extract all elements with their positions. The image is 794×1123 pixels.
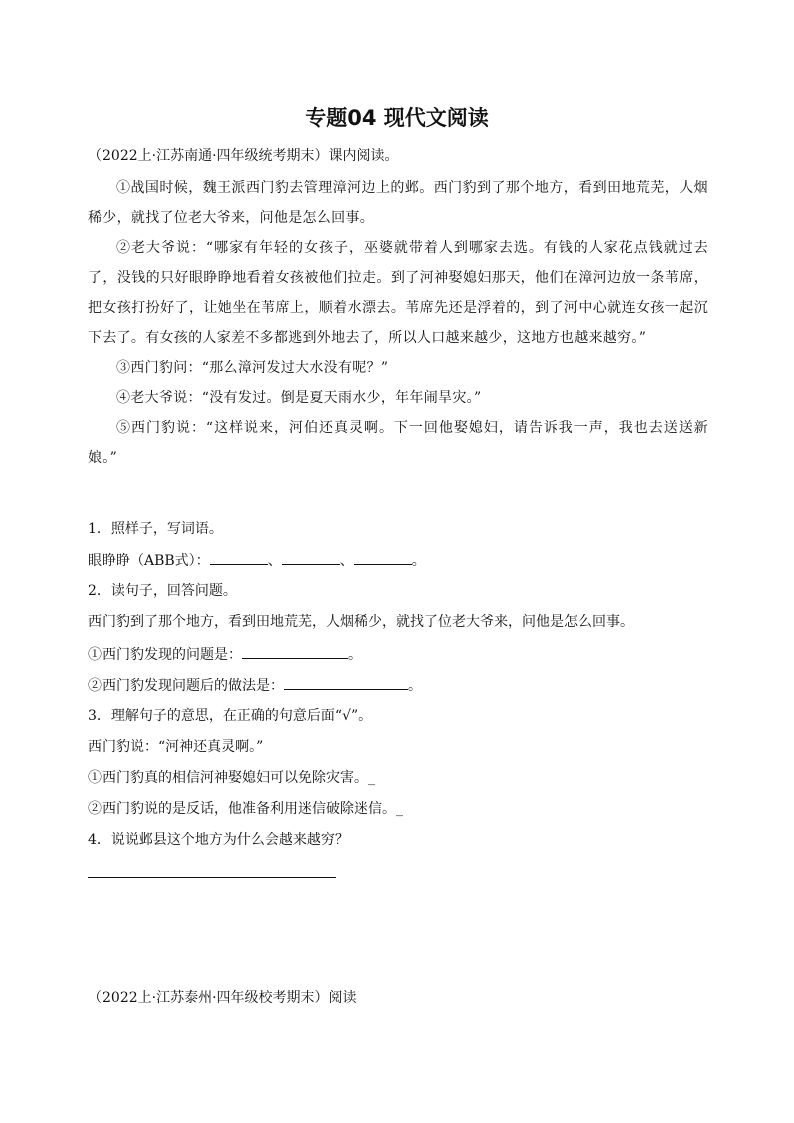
question-3-option-1: ①西门豹真的相信河神娶媳妇可以免除灾害。_	[88, 770, 375, 786]
passage-paragraph-1: ①战国时候，魏王派西门豹去管理漳河边上的邺。西门豹到了那个地方，看到田地荒芜，人烟稀少，就找了位老大爷来，问他是怎么回事。	[88, 180, 708, 226]
passage-paragraph-3: ③西门豹问：“那么漳河发过大水没有呢？”	[116, 360, 389, 376]
question-1-answer-row	[88, 550, 426, 571]
passage-paragraph-2: ②老大爷说：“哪家有年轻的女孩子，巫婆就带着人到哪家去选。有钱的人家花点钱就过去了，没钱的只好眼睁睁地看着女孩被他们拉走。到了河神娶媳妇那天，他们在漳河边放一条苇席，把女孩打扮好了，让她坐在苇席上，顺着水漂去。苇席先还是浮着的，到了河中心就连女孩一起沉下去了。有女孩的人家差不多都逃到外地去了，所以人口越来越少，这地方也越来越穷。”	[88, 240, 708, 346]
question-2-part-b	[88, 675, 422, 696]
source-note-1: （2022上·江苏南通·四年级统考期末）课内阅读。	[88, 148, 399, 164]
question-4-stem: 4．说说邺县这个地方为什么会越来越穷？	[88, 832, 349, 848]
answer-blank-3[interactable]	[354, 550, 412, 565]
question-2-stem: 2．读句子，回答问题。	[88, 583, 237, 599]
page-title: 专题04 现代文阅读	[305, 106, 489, 130]
question-2a-prefix: ①西门豹发现的问题是：	[88, 647, 242, 663]
period: 。	[348, 647, 362, 663]
question-3-stem: 3．理解句子的意思，在正确的句意后面“√”。	[88, 708, 373, 724]
question-2-sentence: 西门豹到了那个地方，看到田地荒芜，人烟稀少，就找了位老大爷来，问他是怎么回事。	[88, 614, 634, 630]
reading-passage	[88, 173, 708, 473]
question-3-sentence: 西门豹说：“河神还真灵啊。”	[88, 739, 264, 755]
period: 。	[411, 553, 426, 569]
question-4-answer-line[interactable]	[88, 877, 336, 878]
answer-blank-2a[interactable]	[242, 644, 348, 659]
separator: 、	[267, 553, 282, 569]
source-note-2: （2022上·江苏泰州·四年级校考期末）阅读	[88, 990, 357, 1006]
question-1-stem: 1．照样子，写词语。	[88, 521, 223, 537]
separator: 、	[339, 553, 354, 569]
question-3-option-2: ②西门豹说的是反话，他准备利用迷信破除迷信。_	[88, 801, 403, 817]
answer-blank-2b[interactable]	[284, 675, 408, 690]
period: 。	[408, 678, 422, 694]
question-2-part-a	[88, 644, 362, 665]
passage-paragraph-4: ④老大爷说：“没有发过。倒是夏天雨水少，年年闹旱灾。”	[116, 390, 482, 406]
question-2b-prefix: ②西门豹发现问题后的做法是：	[88, 678, 284, 694]
answer-blank-2[interactable]	[282, 550, 340, 565]
answer-blank-1[interactable]	[210, 550, 268, 565]
question-1-prefix: 眼睁睁（ABB式）：	[88, 553, 210, 569]
passage-paragraph-5: ⑤西门豹说：“这样说来，河伯还真灵啊。下一回他娶媳妇，请告诉我一声，我也去送送新娘。”	[88, 420, 708, 466]
